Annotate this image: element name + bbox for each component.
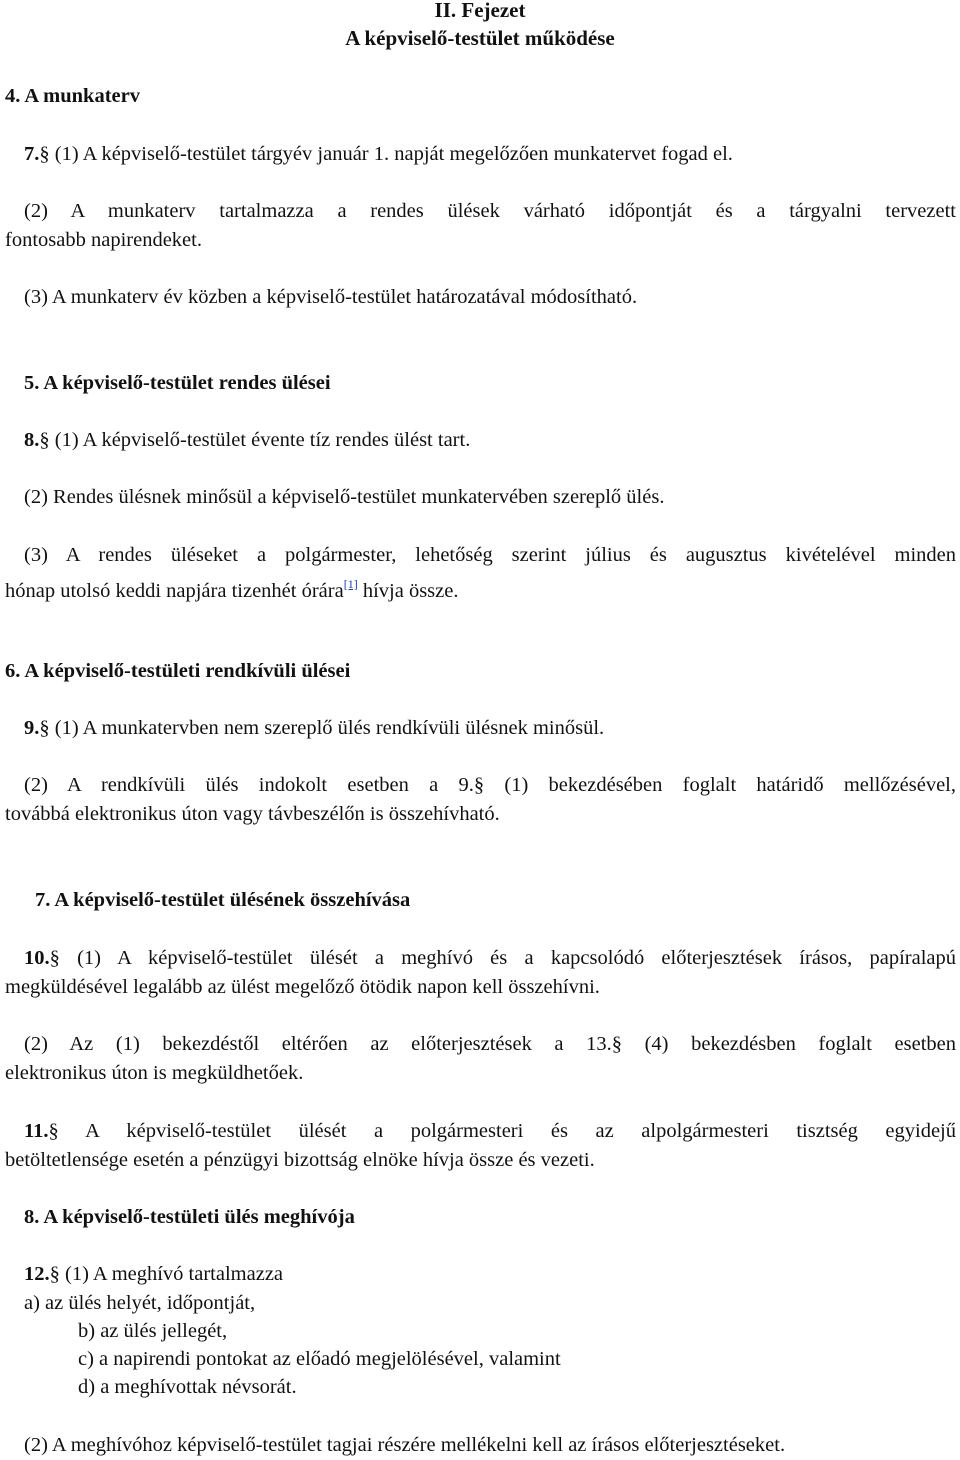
paragraph-10-2-line2: elektronikus úton is megküldhetőek. [5, 1062, 304, 1084]
section-symbol: § [39, 143, 50, 165]
section-symbol: § [49, 947, 60, 969]
paragraph-number: 8. [24, 429, 40, 451]
paragraph-text: A képviselő-testület ülését a polgármesteri és az alpolgármesteri tisztség egyidejű [58, 1120, 956, 1142]
footnote-link[interactable]: [1] [343, 577, 358, 591]
list-item: c) a napirendi pontokat az előadó megjelölésével, valamint [78, 1348, 561, 1370]
paragraph-number: 12. [24, 1263, 50, 1285]
section-symbol: § [611, 1033, 622, 1055]
paragraph-9-2-line2: továbbá elektronikus úton vagy távbeszélőn is összehívható. [5, 803, 500, 825]
paragraph-text: hívja össze. [357, 580, 459, 602]
paragraph-text: (2) A rendkívüli ülés indokolt esetben a 9. [24, 774, 474, 796]
paragraph-text: (1) A meghívó tartalmazza [65, 1263, 284, 1285]
paragraph-9-2-line1 [24, 773, 956, 797]
section-heading-5: 5. A képviselő-testület rendes ülései [24, 372, 331, 394]
paragraph-12-2: (2) A meghívóhoz képviselő-testület tagjai részére mellékelni kell az írásos előterjesztéseket. [24, 1434, 786, 1456]
paragraph-8-1 [24, 428, 470, 452]
paragraph-number: 11. [24, 1120, 49, 1142]
chapter-title: A képviselő-testület működése [345, 26, 615, 50]
paragraph-8-3-line1: (3) A rendes üléseket a polgármester, lehetőség szerint július és augusztus kivételével minden [24, 544, 956, 566]
paragraph-number: 10. [24, 947, 50, 969]
paragraph-7-1 [24, 142, 733, 166]
paragraph-8-3-line2 [5, 572, 458, 603]
paragraph-text: (4) bekezdésben foglalt esetben [622, 1033, 957, 1055]
paragraph-10-1-line1 [24, 946, 956, 970]
paragraph-9-1 [24, 716, 604, 740]
section-symbol: § [39, 429, 50, 451]
paragraph-text: (1) A képviselő-testület tárgyév január 1. napját megelőzően munkatervet fogad el. [54, 143, 733, 165]
paragraph-7-2-line1: (2) A munkaterv tartalmazza a rendes ülések várható időpontját és a tárgyalni tervezett [24, 200, 956, 222]
paragraph-text: (2) Az (1) bekezdéstől eltérően az előterjesztések a 13. [24, 1033, 612, 1055]
paragraph-12-1 [24, 1262, 283, 1286]
paragraph-number: 7. [24, 143, 40, 165]
paragraph-11-line1 [24, 1119, 956, 1143]
paragraph-8-2: (2) Rendes ülésnek minősül a képviselő-testület munkatervében szereplő ülés. [24, 486, 665, 508]
paragraph-10-1-line2: megküldésével legalább az ülést megelőző ötödik napon kell összehívni. [5, 976, 600, 998]
chapter-number: II. Fejezet [434, 0, 526, 22]
paragraph-10-2-line1 [24, 1032, 956, 1056]
paragraph-7-3: (3) A munkaterv év közben a képviselő-testület határozatával módosítható. [24, 286, 638, 308]
section-symbol: § [39, 717, 50, 739]
section-heading-4: 4. A munkaterv [5, 85, 140, 107]
section-heading-6: 6. A képviselő-testületi rendkívüli ülései [5, 660, 351, 682]
paragraph-text: (1) bekezdésében foglalt határidő mellőzésével, [484, 774, 956, 796]
section-heading-8: 8. A képviselő-testületi ülés meghívója [24, 1206, 355, 1228]
list-item: a) az ülés helyét, időpontját, [24, 1292, 256, 1314]
paragraph-text: (1) A képviselő-testület évente tíz rendes ülést tart. [54, 429, 471, 451]
section-symbol: § [48, 1120, 59, 1142]
paragraph-11-line2: betöltetlensége esetén a pénzügyi bizottság elnöke hívja össze és vezeti. [5, 1149, 595, 1171]
section-symbol: § [473, 774, 485, 796]
section-heading-7: 7. A képviselő-testület ülésének összehívása [35, 889, 411, 911]
paragraph-7-2-line2: fontosabb napirendeket. [5, 229, 202, 251]
paragraph-number: 9. [24, 717, 40, 739]
section-symbol: § [49, 1263, 60, 1285]
paragraph-text: hónap utolsó keddi napjára tizenhét órára [5, 580, 344, 602]
paragraph-text: (1) A képviselő-testület ülését a meghívó és a kapcsolódó előterjesztések írásos, papíralapú [77, 947, 957, 969]
list-item: b) az ülés jellegét, [78, 1320, 228, 1342]
paragraph-text: (1) A munkatervben nem szereplő ülés rendkívüli ülésnek minősül. [54, 717, 605, 739]
list-item: d) a meghívottak névsorát. [78, 1376, 297, 1398]
